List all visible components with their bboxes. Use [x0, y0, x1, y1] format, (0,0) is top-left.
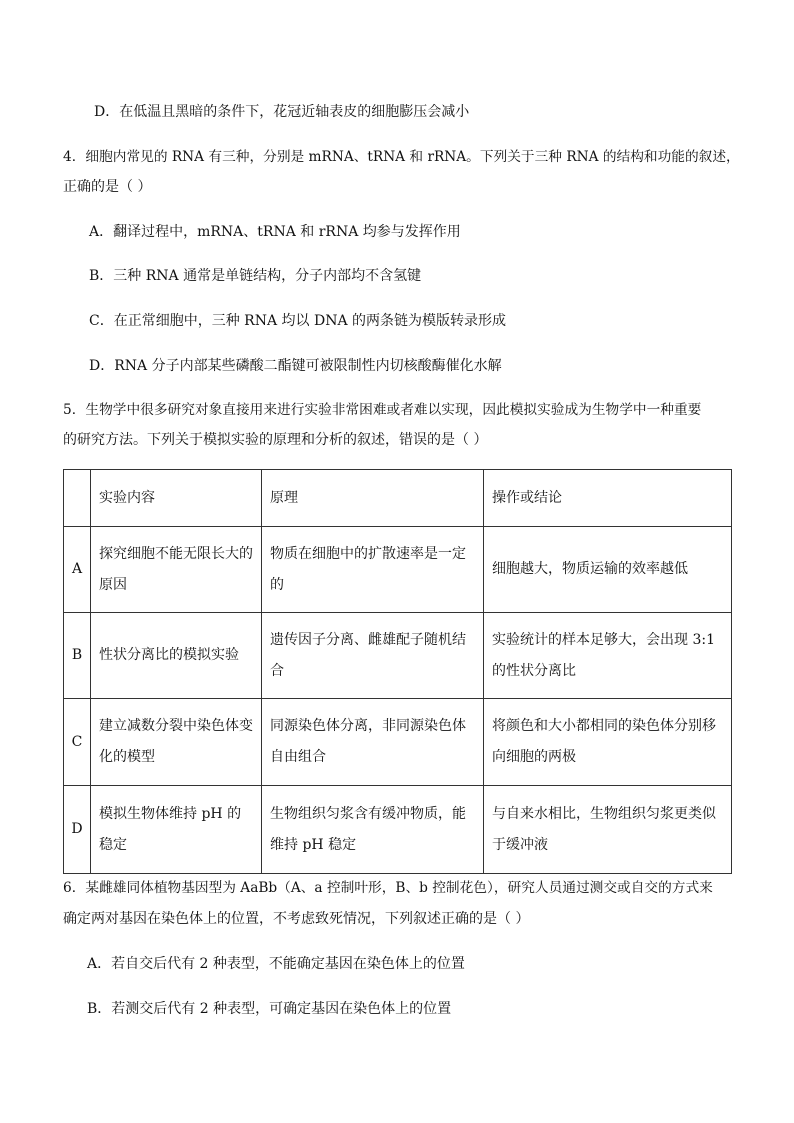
q6-option-a: A．若自交后代有 2 种表型，不能确定基因在染色体上的位置 — [87, 956, 465, 972]
q6-stem-line-2: 确定两对基因在染色体上的位置，不考虑致死情况，下列叙述正确的是（ ） — [63, 911, 530, 927]
cell-content: 探究细胞不能无限长大的原因 — [91, 527, 262, 613]
q4-stem-line-2: 正确的是（ ） — [63, 179, 152, 195]
q4-option-d: D．RNA 分子内部某些磷酸二酯键可被限制性内切核酸酶催化水解 — [89, 358, 502, 374]
q3-option-d: D．在低温且黑暗的条件下，花冠近轴表皮的细胞膨压会减小 — [94, 104, 470, 120]
header-cell-result: 操作或结论 — [484, 470, 732, 527]
table-row — [64, 699, 732, 786]
cell-result: 将颜色和大小都相同的染色体分别移向细胞的两极 — [484, 699, 732, 786]
q6-stem-line-1: 6．某雌雄同体植物基因型为 AaBb（A、a 控制叶形，B、b 控制花色），研究人员通过测交或自交的方式来 — [63, 880, 713, 896]
row-label: C — [64, 699, 91, 786]
header-cell-principle: 原理 — [262, 470, 484, 527]
q5-stem-line-1: 5．生物学中很多研究对象直接用来进行实验非常困难或者难以实现，因此模拟实验成为生物学中一种重要 — [63, 402, 702, 418]
q4-option-b: B．三种 RNA 通常是单链结构，分子内部均不含氢键 — [89, 268, 422, 284]
cell-result: 实验统计的样本足够大，会出现 3:1 的性状分离比 — [484, 613, 732, 699]
row-label: A — [64, 527, 91, 613]
table-header-row — [64, 470, 732, 527]
cell-content: 建立减数分裂中染色体变化的模型 — [91, 699, 262, 786]
cell-principle: 遗传因子分离、雌雄配子随机结合 — [262, 613, 484, 699]
q4-option-a: A．翻译过程中，mRNA、tRNA 和 rRNA 均参与发挥作用 — [89, 224, 461, 240]
q4-stem-line-1: 4．细胞内常见的 RNA 有三种，分别是 mRNA、tRNA 和 rRNA。下列关于三种 RNA 的结构和功能的叙述， — [63, 149, 740, 165]
header-cell-empty — [64, 470, 91, 527]
table-row — [64, 786, 732, 874]
row-label: D — [64, 786, 91, 874]
q6-option-b: B．若测交后代有 2 种表型，可确定基因在染色体上的位置 — [87, 1001, 452, 1017]
cell-content: 性状分离比的模拟实验 — [91, 613, 262, 699]
table-row — [64, 613, 732, 699]
cell-result: 细胞越大，物质运输的效率越低 — [484, 527, 732, 613]
q4-option-c: C．在正常细胞中，三种 RNA 均以 DNA 的两条链为模版转录形成 — [89, 313, 506, 329]
table-row — [64, 527, 732, 613]
cell-content: 模拟生物体维持 pH 的稳定 — [91, 786, 262, 874]
header-cell-content: 实验内容 — [91, 470, 262, 527]
cell-result: 与自来水相比，生物组织匀浆更类似于缓冲液 — [484, 786, 732, 874]
row-label: B — [64, 613, 91, 699]
q5-stem-line-2: 的研究方法。下列关于模拟实验的原理和分析的叙述，错误的是（ ） — [63, 432, 488, 448]
q5-experiment-table — [63, 469, 732, 874]
cell-principle: 生物组织匀浆含有缓冲物质，能维持 pH 稳定 — [262, 786, 484, 874]
cell-principle: 物质在细胞中的扩散速率是一定的 — [262, 527, 484, 613]
cell-principle: 同源染色体分离，非同源染色体自由组合 — [262, 699, 484, 786]
